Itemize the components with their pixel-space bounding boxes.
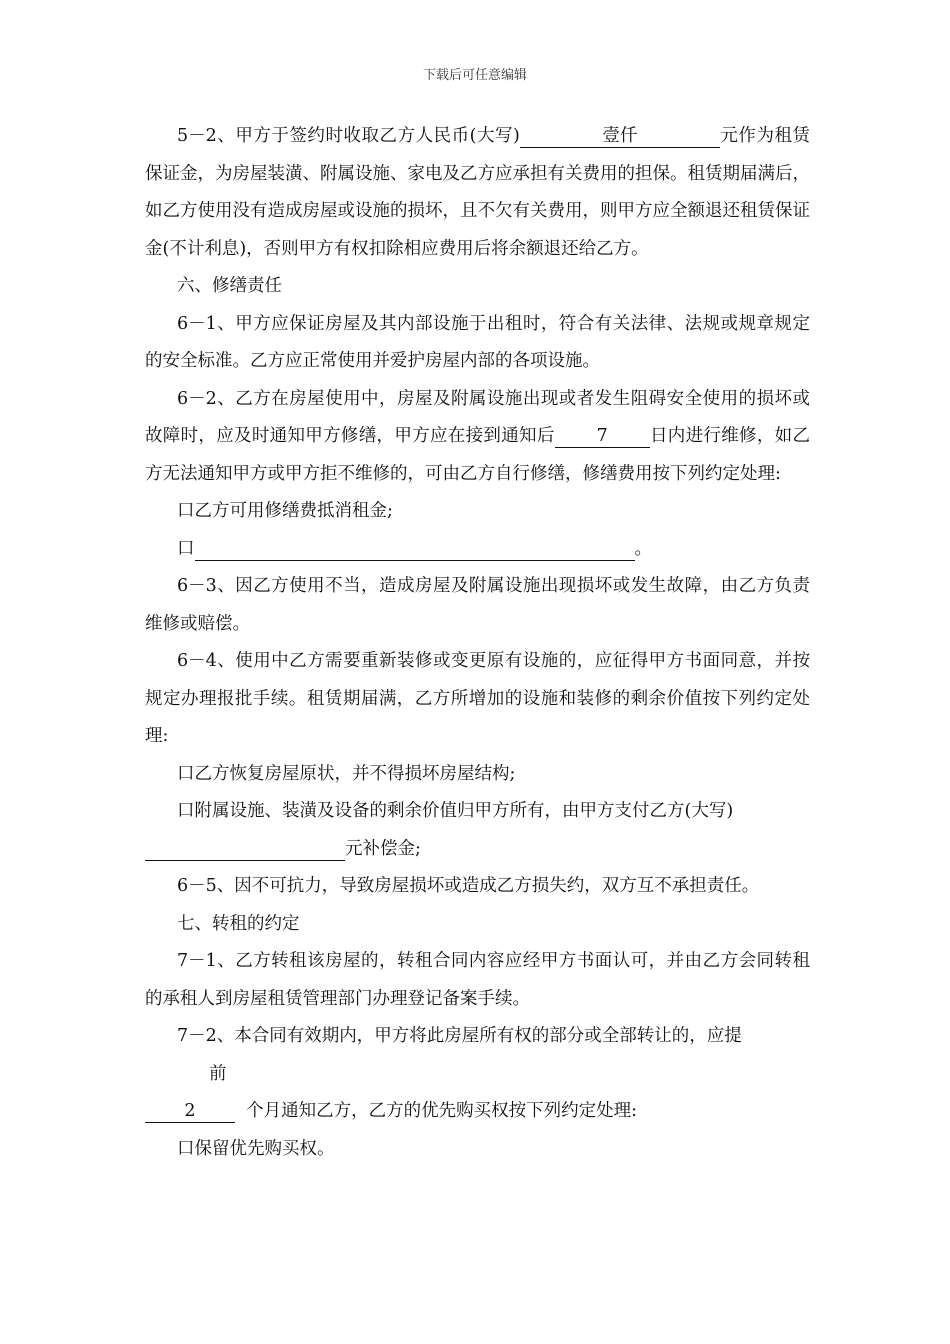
deposit-amount-field: 壹仟 [520,125,720,148]
option-6-4-2-suffix: 元补偿金; [345,838,421,859]
option-6-4-2-line2 [145,831,810,869]
option-6-2-2-period: 。 [634,538,652,559]
contract-body [145,118,810,1168]
clause-7-2-text-b: 个月通知乙方，乙方的优先购买权按下列约定处理: [246,1101,638,1121]
clause-7-2-line3 [145,1093,810,1131]
compensation-amount-field [145,838,345,861]
page-header: 下载后可任意编辑 [422,68,527,83]
option-6-2-2 [145,531,810,569]
option-6-2-1: 口乙方可用修缮费抵消租金; [177,501,393,521]
clause-6-3: 6－3、因乙方使用不当，造成房屋及附属设施出现损坏或发生故障，由乙方负责维修或赔偿。 [145,576,810,634]
clause-6-5: 6－5、因不可抗力，导致房屋损坏或造成乙方损失约，双方互不承担责任。 [177,876,760,896]
clause-6-4: 6－4、使用中乙方需要重新装修或变更原有设施的，应征得甲方书面同意，并按规定办理报批手续。租赁期届满，乙方所增加的设施和装修的剩余价值按下列约定处理: [145,651,810,746]
section-7-title: 七、转租的约定 [177,913,300,934]
clause-6-1: 6－1、甲方应保证房屋及其内部设施于出租时，符合有关法律、法规或规章规定的安全标准。乙方应正常使用并爱护房屋内部的各项设施。 [145,313,810,371]
option-7-2-1: 口保留优先购买权。 [177,1138,335,1159]
option-6-4-2: 口附属设施、装潢及设备的剩余价值归甲方所有，由甲方支付乙方(大写) [177,801,734,821]
clause-6-2-text-a: 6－2、乙方在房屋使用中，房屋及附属设施出现或者发生阻碍安全使用的损坏或故障时，应及时通知甲方修缮，甲方应在接到通知后 [145,388,810,446]
option-6-4-1: 口乙方恢复房屋原状，并不得损坏房屋结构; [177,763,516,784]
repair-days-field: 7 [555,425,650,448]
clause-6-2 [145,381,810,494]
clause-7-2-qian: 前 [209,1063,227,1084]
clause-5-2 [145,118,810,268]
clause-7-2: 7－2、本合同有效期内，甲方将此房屋所有权的部分或全部转让的，应提 [177,1026,742,1046]
option-6-2-2-checkbox: 口 [177,538,195,559]
clause-5-2-text-b: 元作为租赁保证金，为房屋装潢、附属设施、家电及乙方应承担有关费用的担保。租赁期届满后，如乙方使用没有造成房屋或设施的损坏，且不欠有关费用，则甲方应全额退还租赁保证金(不计利息)，否则甲方有权扣除相应费用后将余额退还给乙方。 [145,126,811,259]
clause-7-1: 7－1、乙方转租该房屋的，转租合同内容应经甲方书面认可，并由乙方会同转租的承租人到房屋租赁管理部门办理登记备案手续。 [145,951,810,1009]
option-6-2-2-blank-field [195,538,635,561]
section-6-title: 六、修缮责任 [177,276,282,296]
clause-6-2-text-b: 日内进行维修，如乙方无法通知甲方或甲方拒不维修的，可由乙方自行修缮，修缮费用按下列约定处理: [145,426,810,484]
clause-5-2-text-a: 5－2、甲方于签约时收取乙方人民币(大写) [177,126,520,146]
notice-months-field: 2 [145,1100,235,1123]
